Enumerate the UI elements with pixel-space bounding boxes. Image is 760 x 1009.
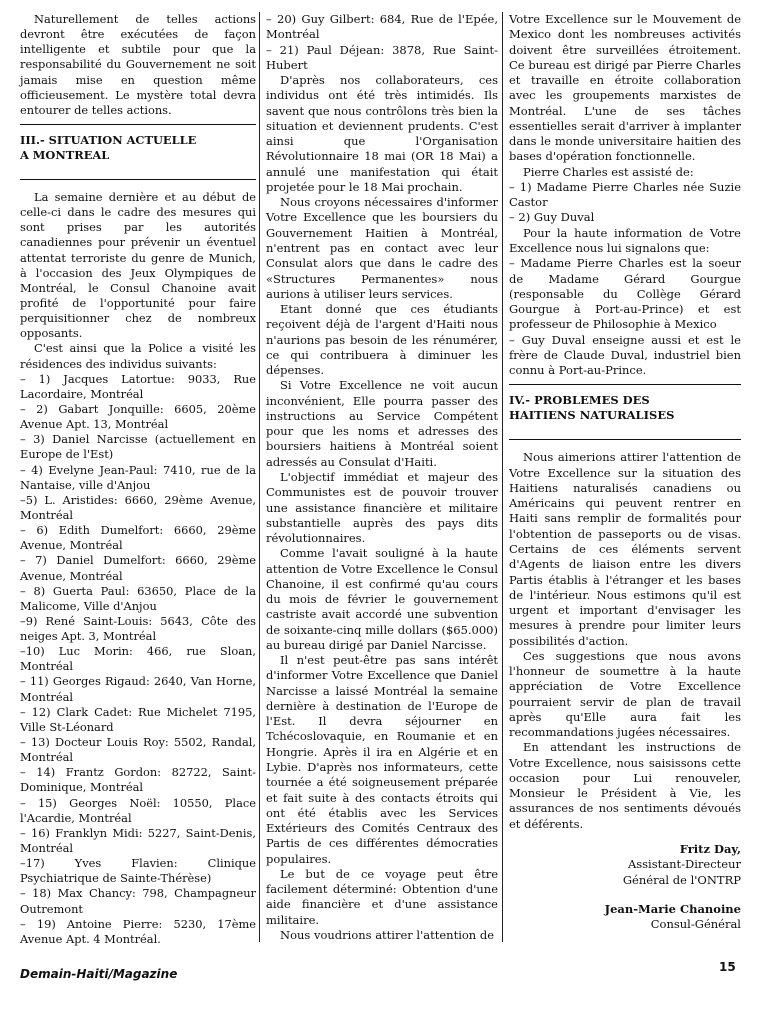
- paragraph: Pierre Charles est assisté de:: [523, 164, 694, 179]
- heading-underline: [509, 429, 741, 440]
- column-3: [509, 12, 741, 932]
- paragraph: Nous croyons nécessaires d'informer Votre Excellence que les boursiers du Gouvernement Haitien à Montréal, n'entrent pas en contact avec leur Consulat alors que dans le cadre des «Structures Permanentes» nous aurions à utiliser leurs services.: [266, 195, 498, 301]
- paragraph: L'objectif immédiat et majeur des Communistes est de pouvoir trouver une assistance financière et militaire substantielle auprès des pays dits révolutionnaires.: [266, 469, 498, 546]
- signature-block-1: [509, 842, 741, 888]
- list-item: – 3) Daniel Narcisse (actuellement en Europe de l'Est): [20, 432, 256, 462]
- signature-block-2: [509, 902, 741, 933]
- paragraph: Votre Excellence sur le Mouvement de Mexico dont les nombreuses activités doivent être surveillées étroitement. Ce bureau est dirigé par Pierre Charles et travaille en étroite collaboration avec les groupements marxistes de Montréal. L'une de ses tâches essentielles serait d'arriver à implanter dans le monde universitaire haitien des bases d'opération fonctionnelle.: [509, 12, 741, 164]
- paragraph: Pour la haute information de Votre Excellence nous lui signalons que:: [509, 225, 741, 255]
- list-item: – 12) Clark Cadet: Rue Michelet 7195, Ville St-Léonard: [20, 704, 256, 734]
- section-rule: [20, 124, 256, 125]
- list-item: – 19) Antoine Pierre: 5230, 17ème Avenue Apt. 4 Montréal.: [20, 916, 256, 946]
- signatory-name: Fritz Day,: [679, 842, 741, 857]
- paragraph: Comme l'avait souligné à la haute attention de Votre Excellence le Consul Chanoine, il est confirmé qu'au cours du mois de février le gouvernement castriste avait accordé une subvention de soixante-cinq mille dollars ($65.000) au bureau dirigé par Daniel Narcisse.: [266, 546, 498, 652]
- list-item: – 16) Franklyn Midi: 5227, Saint-Denis, Montréal: [20, 825, 256, 856]
- page-number: 15: [719, 960, 736, 974]
- residence-list: [20, 372, 256, 947]
- list-item: –9) René Saint-Louis: 5643, Côte des neiges Apt. 3, Montréal: [20, 613, 256, 644]
- signatory-title: Consul-Général: [650, 917, 741, 932]
- list-item: – 20) Guy Gilbert: 684, Rue de l'Epée, Montréal: [266, 12, 498, 42]
- list-item: – 15) Georges Noël: 10550, Place l'Acardie, Montréal: [20, 795, 256, 825]
- paragraph: Ces suggestions que nous avons l'honneur de soumettre à la haute appréciation de Votre Excellence pourraient servir de plan de travail après qu'Elle aura fait les recommandations jugées nécessaires.: [509, 648, 741, 740]
- paragraph: En attendant les instructions de Votre Excellence, nous saisissons cette occasion pour Lui renouveler, Monsieur le Président à Vie, les assurances de nos sentiments dévoués et déférents.: [509, 740, 741, 831]
- list-item: – 11) Georges Rigaud: 2640, Van Horne, Montréal: [20, 674, 256, 704]
- list-item: –17) Yves Flavien: Clinique Psychiatrique de Sainte-Thérèse): [20, 856, 256, 886]
- heading-line: A MONTREAL: [20, 147, 110, 162]
- heading-line: HAITIENS NATURALISES: [509, 408, 675, 423]
- paragraph: Il n'est peut-être pas sans intérêt d'informer Votre Excellence que Daniel Narcisse a laissé Montréal la semaine dernière à destination de l'Europe de l'Est. Il devra séjourner en Tchécoslovaquie, en Roumanie et en Hongrie. Après il ira en Algérie et en Lybie. D'après nos informateurs, cette tournée a été soigneusement préparée et fait suite à des contacts étroits qui ont été établis avec les Services Extérieurs des Comités Centraux des Partis de ces différentes démocraties populaires.: [266, 653, 498, 866]
- paragraph: Nous voudrions attirer l'attention de: [280, 927, 495, 942]
- paragraph: Le but de ce voyage peut être facilement déterminé: Obtention d'une aide financière et d'une assistance militaire.: [266, 866, 498, 927]
- list-item: – 4) Evelyne Jean-Paul: 7410, rue de la Nantaise, ville d'Anjou: [20, 462, 256, 492]
- list-item: – 18) Max Chancy: 798, Champagneur Outremont: [20, 886, 256, 916]
- column-1: [20, 12, 256, 947]
- heading-line: III.- SITUATION ACTUELLE: [20, 132, 197, 147]
- magazine-name: Demain-Haiti/Magazine: [20, 967, 178, 981]
- paragraph: C'est ainsi que la Police a visité les résidences des individus suivants:: [20, 341, 256, 371]
- section-heading-3: [20, 133, 256, 163]
- list-item: – 1) Jacques Latortue: 9033, Rue Lacordaire, Montréal: [20, 371, 256, 401]
- list-item: – Guy Duval enseigne aussi et est le frère de Claude Duval, industriel bien connu à Port-au-Prince.: [509, 332, 741, 378]
- list-item: – 13) Docteur Louis Roy: 5502, Randal, Montréal: [20, 735, 256, 765]
- list-item: – 6) Edith Dumelfort: 6660, 29ème Avenue, Montréal: [20, 523, 256, 553]
- list-item: – 14) Frantz Gordon: 82722, Saint-Dominique, Montréal: [20, 765, 256, 795]
- signatory-name: Jean-Marie Chanoine: [604, 901, 741, 916]
- heading-underline: [20, 169, 256, 180]
- list-item: – 21) Paul Déjean: 3878, Rue Saint-Hubert: [266, 42, 498, 72]
- paragraph: Naturellement de telles actions devront être exécutées de façon intelligente et subtile pour que la responsabilité du Gouvernement ne soit jamais mise en question même officieusement. Le mystère total devra entourer de telles actions.: [20, 12, 256, 117]
- list-item: –10) Luc Morin: 466, rue Sloan, Montréal: [20, 644, 256, 674]
- column-2: [266, 12, 498, 943]
- section-rule: [509, 384, 741, 385]
- signatory-title: Assistant-Directeur: [627, 857, 741, 872]
- paragraph: La semaine dernière et au début de celle-ci dans le cadre des mesures qui sont prises par les autorités canadiennes pour prévenir un éventuel attentat terroriste du genre de Munich, à l'occasion des Jeux Olympiques de Montréal, le Consul Chanoine avait profité de l'opportunité pour faire perquisitionner chez de nombreux opposants.: [20, 189, 256, 341]
- paragraph: Nous aimerions attirer l'attention de Votre Excellence sur la situation des Haitiens naturalisés canadiens ou Américains qui peuvent rentrer en Haiti sans remplir de formalités pour l'obtention de passeports ou de visas. Certains de ces éléments servent d'Agents de liaison entre les divers Partis établis à l'étranger et les bases de l'intérieur. Nous estimons qu'il est urgent et important d'envisager les mesures à prendre pour limiter leurs possibilités d'action.: [509, 450, 741, 648]
- list-item: –5) L. Aristides: 6660, 29ème Avenue, Montréal: [20, 492, 256, 522]
- column-divider: [502, 12, 503, 942]
- list-item: – 2) Gabart Jonquille: 6605, 20ème Avenue Apt. 13, Montréal: [20, 401, 256, 432]
- column-divider: [259, 12, 260, 942]
- heading-line: IV.- PROBLEMES DES: [509, 393, 650, 408]
- list-item: – Madame Pierre Charles est la soeur de Madame Gérard Gourgue (responsable du Collège Gérard Gourgue à Port-au-Prince) et est professeur de Philosophie à Mexico: [509, 256, 741, 332]
- list-item: – 1) Madame Pierre Charles née Suzie Castor: [509, 179, 741, 210]
- signatory-title: Général de l'ONTRP: [622, 872, 741, 887]
- paragraph: Si Votre Excellence ne voit aucun inconvénient, Elle pourra passer des instructions au Service Compétent pour que les noms et adresses des boursiers haitiens à Montréal soient adressés au Consulat d'Haiti.: [266, 378, 498, 469]
- paragraph: Etant donné que ces étudiants reçoivent déjà de l'argent d'Haiti nous n'aurions pas besoin de les rénumérer, ce qui contribuera à diminuer les dépenses.: [266, 302, 498, 378]
- list-item: – 7) Daniel Dumelfort: 6660, 29ème Avenue, Montréal: [20, 553, 256, 583]
- paragraph: D'après nos collaborateurs, ces individus ont été très intimidés. Ils savent que nous contrôlons très bien la situation et deviennent prudents. C'est ainsi que l'Organisation Révolutionnaire 18 mai (OR 18 Mai) a annulé une manifestation qui était projetée pour le 18 Mai prochain.: [266, 73, 498, 194]
- list-item: – 8) Guerta Paul: 63650, Place de la Malicome, Ville d'Anjou: [20, 583, 256, 613]
- list-item: – 2) Guy Duval: [509, 210, 595, 225]
- section-heading-4: [509, 393, 741, 423]
